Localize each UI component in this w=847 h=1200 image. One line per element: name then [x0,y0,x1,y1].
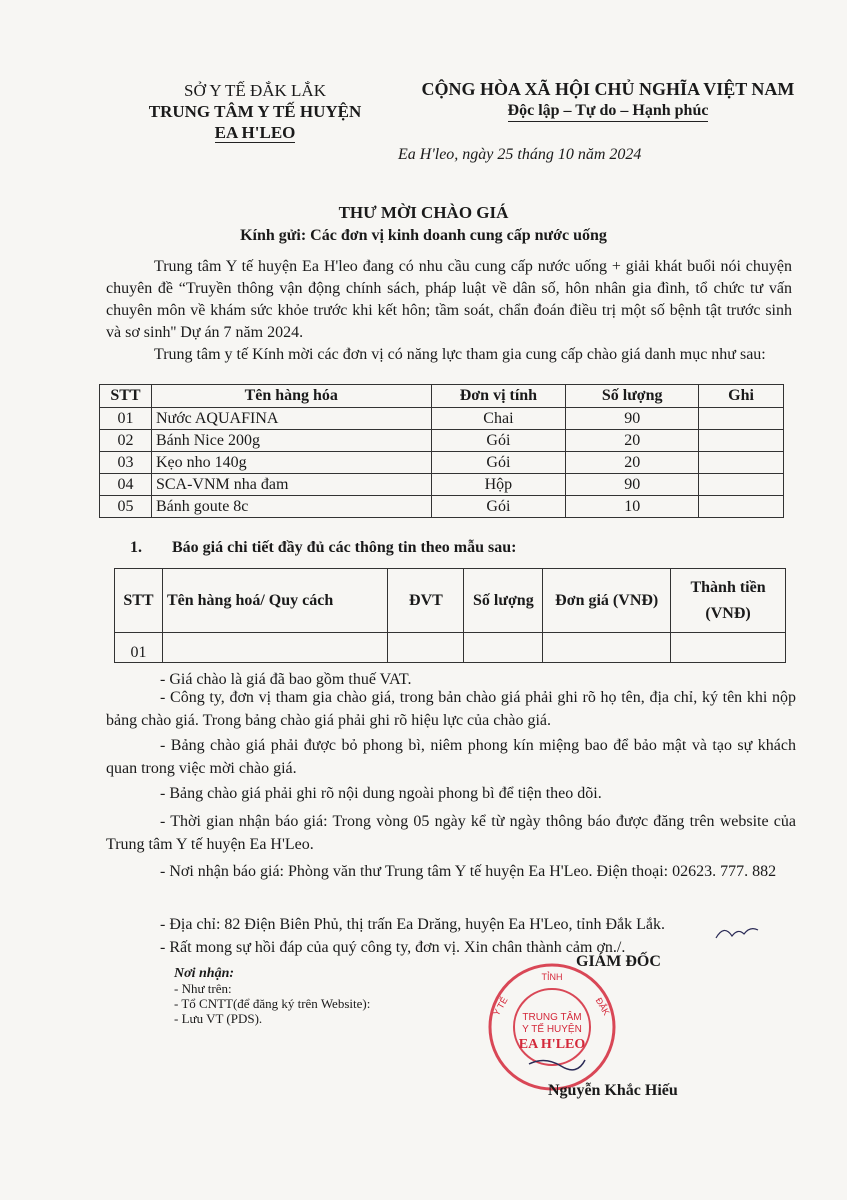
item-name: Bánh Nice 200g [151,430,431,452]
item-name: Kẹo nho 140g [151,452,431,474]
row-index: 01 [100,408,152,430]
table-row [115,633,786,663]
item-unit: Gói [431,452,566,474]
item-quantity: 20 [566,452,699,474]
table-cell [543,633,671,663]
note-text: - Rất mong sự hồi đáp của quý công ty, đơn vị. Xin chân thành cảm ơn./. [160,939,626,956]
official-seal [485,960,619,1094]
header-cell: Số lượng [566,385,699,408]
note-text: - Công ty, đơn vị tham gia chào giá, trong bản chào giá phải ghi rõ họ tên, địa chỉ, ký tên khi nộp bảng chào giá. Trong bảng chào giá phải ghi rõ hiệu lực của chào giá. [106,689,796,729]
intro-text: Trung tâm Y tế huyện Ea H'leo đang có nhu cầu cung cấp nước uống + giải khát buổi nói chuyện chuyên đề “Truyền thông vận động chính sách, pháp luật về dân số, hôn nhân gia đình, tổ chức tư vấn chuyên môn về khám sức khỏe trước khi kết hôn; tầm soát, chẩn đoán điều trị một số bệnh tật trước sinh và sơ sinh'' Dự án 7 năm 2024. [106,258,792,341]
note-text: - Bảng chào giá phải ghi rõ nội dung ngoài phong bì để tiện theo dõi. [160,785,602,802]
seal-line3: EA H'LEO [518,1037,586,1052]
item-note [699,452,784,474]
note-text: - Giá chào là giá đã bao gồm thuế VAT. [160,671,412,688]
table-cell [671,633,786,663]
item-name: Bánh goute 8c [151,496,431,518]
note-item [106,860,796,883]
note-text: - Nơi nhận báo giá: Phòng văn thư Trung tâm Y tế huyện Ea H'Leo. Điện thoại: 02623. 777. 882 [160,863,777,880]
item-note [699,496,784,518]
document-date: Ea H'leo, ngày 25 tháng 10 năm 2024 [398,146,642,163]
item-quantity: 20 [566,430,699,452]
row-index: 05 [100,496,152,518]
table-row [100,452,784,474]
item-quantity: 10 [566,496,699,518]
header-cell: Số lượng [464,569,543,633]
item-unit: Gói [431,430,566,452]
header-cell: Đơn giá (VNĐ) [543,569,671,633]
seal-line1: TRUNG TÂM [522,1012,582,1023]
item-unit: Chai [431,408,566,430]
items-table [99,384,784,518]
item-quantity: 90 [566,474,699,496]
note-text: - Thời gian nhận báo giá: Trong vòng 05 ngày kể từ ngày thông báo được đăng trên website của Trung tâm Y tế huyện Ea H'Leo. [106,813,796,853]
nation-name: CỘNG HÒA XÃ HỘI CHỦ NGHĨA VIỆT NAM [421,79,795,99]
recipient-line: Kính gửi: Các đơn vị kinh doanh cung cấp nước uống [240,227,607,244]
recipient-item: - Tổ CNTT(để đăng ký trên Website): [174,996,371,1011]
item-quantity: 90 [566,408,699,430]
item-note [699,408,784,430]
note-item [106,913,796,936]
header-cell: ĐVT [388,569,464,633]
seal-ring-right: ĐẮK [593,995,612,1018]
recipients-block [174,966,370,1026]
national-motto: Độc lập – Tự do – Hạnh phúc [508,100,709,122]
row-index: 02 [100,430,152,452]
invite-text: Trung tâm y tế Kính mời các đơn vị có năng lực tham gia cung cấp chào giá danh mục như sau: [154,346,766,363]
national-header [388,78,828,122]
item-note [699,430,784,452]
table-row [100,496,784,518]
organization-name: TRUNG TÂM Y TẾ HUYỆN [148,102,362,121]
department-name: SỞ Y TẾ ĐẮK LẮK [184,81,326,100]
section-title: Báo giá chi tiết đầy đủ các thông tin theo mẫu sau: [172,539,517,556]
seal-ring-top: TỈNH [541,972,563,982]
recipient-item: - Như trên: [174,981,232,996]
note-item [106,782,796,805]
items-table-header [100,385,784,408]
issuing-organization [110,80,400,143]
header-cell: Tên hàng hoá/ Quy cách [162,569,388,633]
note-text: - Địa chỉ: 82 Điện Biên Phủ, thị trấn Ea Drăng, huyện Ea H'Leo, tỉnh Đắk Lắk. [160,916,665,933]
note-item [106,734,796,780]
section-number: 1. [130,539,142,556]
initials-mark [712,920,762,946]
table-cell [162,633,388,663]
note-item [106,810,796,856]
header-cell: STT [115,569,163,633]
note-text: - Bảng chào giá phải được bỏ phong bì, niêm phong kín miệng bao để bảo mật và tạo sự khách quan trong việc mời chào giá. [106,737,796,777]
item-unit: Hộp [431,474,566,496]
table-row [100,430,784,452]
table-row [100,408,784,430]
note-item [106,686,796,732]
recipient-item: - Lưu VT (PDS). [174,1011,263,1026]
item-note [699,474,784,496]
note-item [106,936,796,959]
item-name: SCA-VNM nha đam [151,474,431,496]
table-row [100,474,784,496]
header-cell: Tên hàng hóa [151,385,431,408]
section-heading [130,539,516,557]
document-title: THƯ MỜI CHÀO GIÁ [338,203,509,222]
table-cell [388,633,464,663]
header-cell: Thành tiền (VNĐ) [671,569,786,633]
signer-name: Nguyễn Khắc Hiếu [548,1082,678,1099]
item-name: Nước AQUAFINA [151,408,431,430]
seal-ring-left: Y TẾ [491,995,510,1018]
row-index: 01 [115,633,163,663]
header-cell: STT [100,385,152,408]
row-index: 03 [100,452,152,474]
quote-template-table [114,568,786,663]
signer-position: GIÁM ĐỐC [576,953,661,970]
organization-location: EA H'LEO [214,123,296,142]
quote-table-header [115,569,786,633]
seal-line2: Y TẾ HUYỆN [522,1024,582,1035]
table-cell [464,633,543,663]
header-cell: Đơn vị tính [431,385,566,408]
item-unit: Gói [431,496,566,518]
invite-paragraph [106,344,792,366]
intro-paragraph [106,256,792,344]
recipients-label: Nơi nhận: [174,966,235,981]
header-cell: Ghi [699,385,784,408]
row-index: 04 [100,474,152,496]
